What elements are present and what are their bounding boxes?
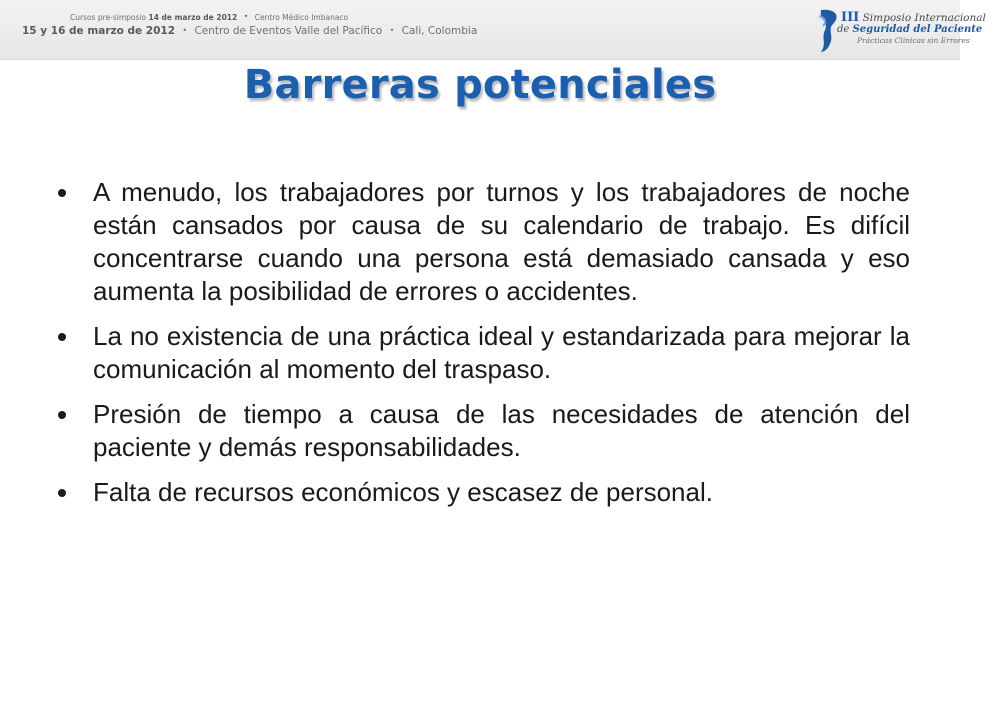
logo-line1-text: Simposio Internacional [862,12,986,24]
pre-course-label: Cursos pre-simposio [70,13,147,22]
bullet-text: Presión de tiempo a causa de las necesidades de atención del paciente y demás responsabilidades. [93,399,910,462]
symposium-logo [815,6,986,56]
bullet-item [56,476,910,509]
event-info-line2 [22,26,477,37]
pre-course-date: 14 de marzo de 2012 [148,13,238,22]
logo-line2 [837,25,982,35]
logo-line2-main: Seguridad del Paciente [852,24,983,35]
separator: • [182,25,188,35]
bullet-icon [58,411,66,419]
header-band [0,0,986,60]
logo-line2-prefix: de [837,24,850,35]
separator: • [389,25,395,35]
bullet-icon [58,189,66,197]
bullet-item [56,398,910,464]
event-venue: Centro de Eventos Valle del Pacífico [194,24,383,37]
bullet-list [56,176,910,521]
slide-title: Barreras potenciales [243,62,717,108]
event-info [22,13,477,36]
bullet-item [56,320,910,386]
logo-text [837,10,986,45]
bullet-text: A menudo, los trabajadores por turnos y los trabajadores de noche están cansados por causa de su calendario de trabajo. Es difícil concentrarse cuando una persona está demasiado cansada y eso aumenta la posibilidad de errores o accidentes. [93,177,910,306]
event-dates: 15 y 16 de marzo de 2012 [22,24,176,37]
bullet-item [56,176,910,308]
pre-course-place: Centro Médico Imbanaco [254,13,349,22]
logo-line1 [841,11,986,24]
event-info-line1 [70,13,525,22]
logo-edition: III [841,10,860,25]
event-city: Cali, Colombia [401,24,478,37]
separator: • [243,12,249,21]
bullet-text: Falta de recursos económicos y escasez de personal. [93,477,713,507]
logo-line3: Prácticas Clínicas sin Errores [857,36,970,45]
bullet-icon [58,333,66,341]
bullet-icon [58,489,66,497]
bullet-text: La no existencia de una práctica ideal y estandarizada para mejorar la comunicación al momento del traspaso. [93,321,910,384]
